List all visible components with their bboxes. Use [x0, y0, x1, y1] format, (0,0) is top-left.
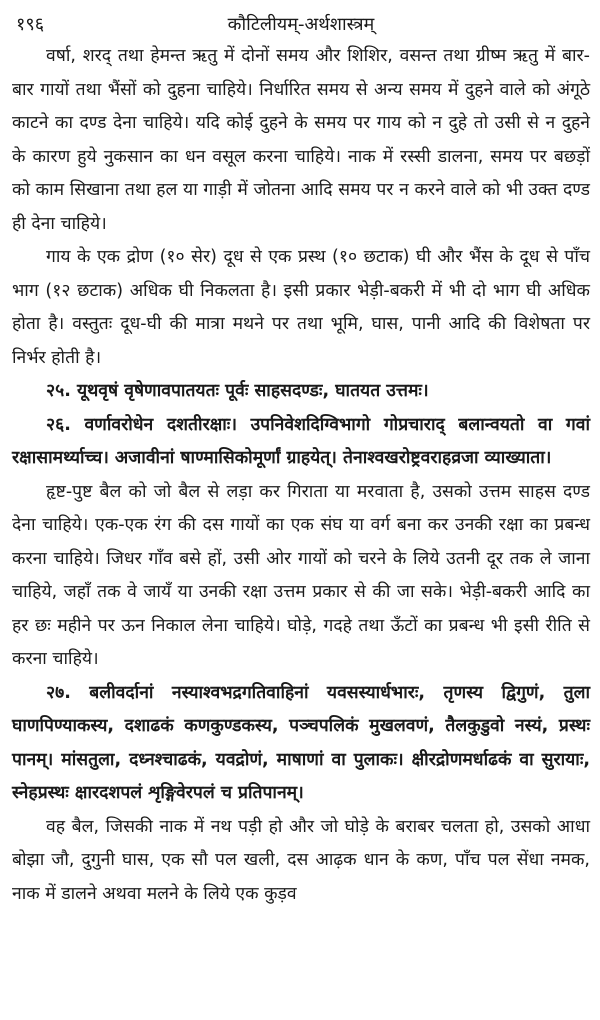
running-title: कौटिलीयम्-अर्थशास्त्रम् — [227, 14, 375, 35]
paragraph-herd-protection: हृष्ट-पुष्ट बैल को जो बैल से लड़ा कर गिराता या मरवाता है, उसको उत्तम साहस दण्ड देना चाहिये। एक-एक रंग की दस गायों का एक संघ या वर्ग बना कर उनकी रक्षा का प्रबन्ध करना चाहिये। जिधर गाँव बसे हों, उसी ओर गायों को चरने के लिये उतनी दूर तक ले जाना चाहिये, जहाँ तक वे जायँ या उनकी रक्षा उत्तम प्रकार से की जा सके। भेड़ी-बकरी आदि का हर छः महीने पर ऊन निकाल लेना चाहिये। घोड़े, गदहे तथा ऊँटों का प्रबन्ध भी इसी रीति से करना चाहिये। — [12, 481, 590, 669]
sutra-26: २६. वर्णावरोधेन दशतीरक्षाः। उपनिवेशदिग्विभागो गोप्रचाराद् बलान्वयतो वा गवां रक्षासामर्थ्याच्च। अजावीनां षाण्मासिकोमूर्णां ग्राहयेत्। तेनाश्वखरोष्ट्रवराहव्रजा व्याख्याता। — [12, 414, 590, 468]
paragraph-seasonal-milking: वर्षा, शरद् तथा हेमन्त ऋतु में दोनों समय और शिशिर, वसन्त तथा ग्रीष्म ऋतु में बार-बार गायों तथा भैंसों को दुहना चाहिये। निर्धारित समय से अन्य समय में दुहने वाले को अंगूठे काटने का दण्ड देना चाहिये। यदि कोई दुहने के समय पर गाय को न दुहे तो उसी से न दुहने के कारण हुये नुकसान का धन वसूल करना चाहिये। नाक में रस्सी डालना, समय पर बछड़ों को काम सिखाना तथा हल या गाड़ी में जोतना आदि समय पर न करने वाले को भी उक्त दण्ड ही देना चाहिये। — [12, 46, 590, 234]
paragraph-ghee-yield: गाय के एक द्रोण (१० सेर) दूध से एक प्रस्थ (१० छटाक) घी और भैंस के दूध से पाँच भाग (१२ छटाक) अधिक घी निकलता है। इसी प्रकार भेड़ी-बकरी में भी दो भाग घी अधिक होता है। वस्तुतः दूध-घी की मात्रा मथने पर तथा भूमि, घास, पानी आदि की विशेषता पर निर्भर होती है। — [12, 247, 590, 368]
sutra-27: २७. बलीवर्दानां नस्याश्वभद्रगतिवाहिनां यवसस्यार्धभारः, तृणस्य द्विगुणं, तुला घाणपिण्याकस्य, दशाढकं कणकुण्डकस्य, पञ्चपलिकं मुखलवणं, तैलकुडुवो नस्यं, प्रस्थः पानम्। मांसतुला, दध्नश्चाढकं, यवद्रोणं, माषाणां वा पुलाकः। क्षीरद्रोणमर्धाढकं वा सुरायाः, स्नेहप्रस्थः क्षारदशपलं शृङ्गिवेरपलं च प्रतिपानम्। — [12, 682, 590, 803]
paragraph-bull-rations: वह बैल, जिसकी नाक में नथ पड़ी हो और जो घोड़े के बराबर चलता हो, उसको आधा बोझा जौ, दुगुनी घास, एक सौ पल खली, दस आढ़क धान के कण, पाँच पल सेंधा नमक, नाक में डालने अथवा मलने के लिये एक कुड़व — [12, 816, 590, 904]
page-number: १९६ — [16, 14, 45, 35]
sutra-25: २५. यूथवृषं वृषेणावपातयतः पूर्वः साहसदण्डः, घातयत उत्तमः। — [46, 381, 429, 401]
page-header — [12, 6, 590, 40]
